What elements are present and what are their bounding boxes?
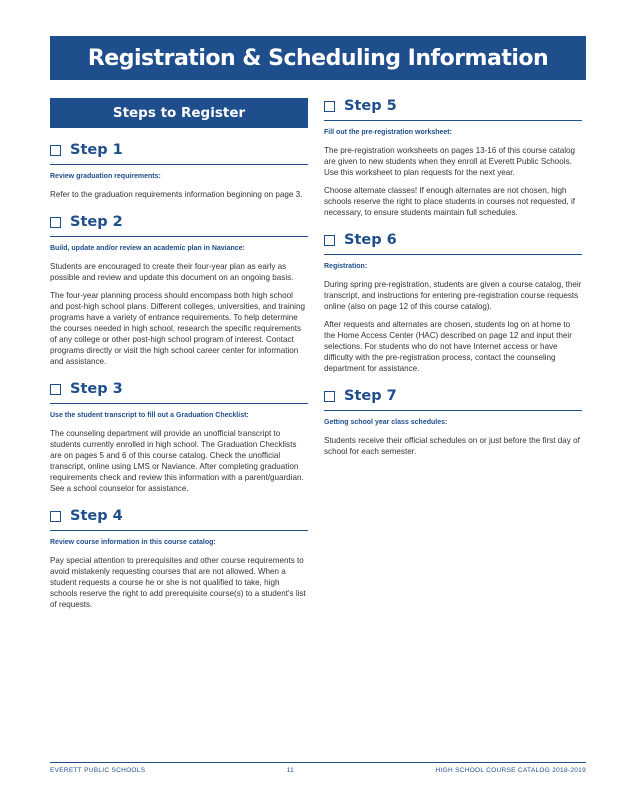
step-lead: Build, update and/or review an academic plan in Naviance: [50,245,245,252]
page-footer [50,762,586,774]
steps-heading: Steps to Register [112,105,246,121]
step-text: During spring pre-registration, students are given a course catalog, their transcript, and instructions for entering pre-registration course requests online (also on page 12 of this course catalog). [324,280,582,311]
step-5 [324,98,582,218]
step-text: Refer to the graduation requirements information beginning on page 3. [50,190,303,199]
step-1 [50,142,308,200]
step-lead: Use the student transcript to fill out a Graduation Checklist: [50,412,249,419]
step-lead: Review graduation requirements: [50,173,161,180]
step-7 [324,388,582,457]
step-text: Pay special attention to prerequisites and other course requirements to avoid mistakenly requesting courses that are not allowed. When a student requests a course he or she is not qualified to take, high schools reserve the right to add prerequisite course(s) to a student's list of requests. [50,556,306,609]
step-lead: Fill out the pre-registration worksheet: [324,129,452,136]
page-number: 11 [286,767,295,774]
step-title: Step 6 [344,232,397,248]
step-text: The pre-registration worksheets on pages 13-16 of this course catalog are given to new students when they enroll at Everett Public Schools. Use this worksheet to plan requests for the next year. [324,146,576,177]
step-4 [50,508,308,610]
checkbox-icon[interactable] [50,511,61,522]
step-6 [324,232,582,374]
checkbox-icon[interactable] [50,145,61,156]
title-banner [50,36,586,80]
right-column [324,98,582,471]
page-title: Registration & Scheduling Information [87,45,549,71]
step-text: The four-year planning process should encompass both high school and post-high school plans. Different colleges, universities, and training programs have a variety of entrance requirements. To help determine the courses needed in high school, research the specific requirements of any college or other post-high school program of interest. Contact programs directly or visit the high school career center for information and assistance. [50,291,305,366]
step-text: Students receive their official schedules on or just before the first day of school for each semester. [324,436,580,456]
step-3 [50,381,308,494]
step-2 [50,214,308,367]
step-title: Step 3 [70,381,123,397]
step-lead: Registration: [324,263,368,270]
left-column [50,98,308,624]
step-title: Step 4 [70,508,123,524]
checkbox-icon[interactable] [50,217,61,228]
step-text: After requests and alternates are chosen, students log on at home to the Home Access Center (HAC) described on page 12 and input their selections. For students who do not have Internet access or have difficulty with the pre-registration process, contact the counseling department for assistance. [324,320,572,373]
step-title: Step 2 [70,214,123,230]
step-title: Step 5 [344,98,397,114]
step-lead: Review course information in this course catalog: [50,539,216,546]
checkbox-icon[interactable] [324,391,335,402]
checkbox-icon[interactable] [50,384,61,395]
footer-left: EVERETT PUBLIC SCHOOLS [50,767,146,774]
step-text: The counseling department will provide an unofficial transcript to students currently enrolled in high school. The Graduation Checklists are on pages 5 and 6 of this course catalog. Check the unofficial transcript, online using LMS or Naviance. After completing graduation requirements check and review this information with a parent/guardian. See a school counselor for assistance. [50,429,304,493]
checkbox-icon[interactable] [324,101,335,112]
step-lead: Getting school year class schedules: [324,419,448,426]
step-title: Step 7 [344,388,397,404]
step-text: Choose alternate classes! If enough alternates are not chosen, high schools reserve the right to place students in courses not requested, if necessary, to ensure students maintain full schedules. [324,186,576,217]
steps-heading-bar [50,98,308,128]
checkbox-icon[interactable] [324,235,335,246]
step-text: Students are encouraged to create their four-year plan as early as possible and review and update this document on an ongoing basis. [50,262,294,282]
footer-right: HIGH SCHOOL COURSE CATALOG 2018-2019 [435,767,586,774]
step-title: Step 1 [70,142,123,158]
